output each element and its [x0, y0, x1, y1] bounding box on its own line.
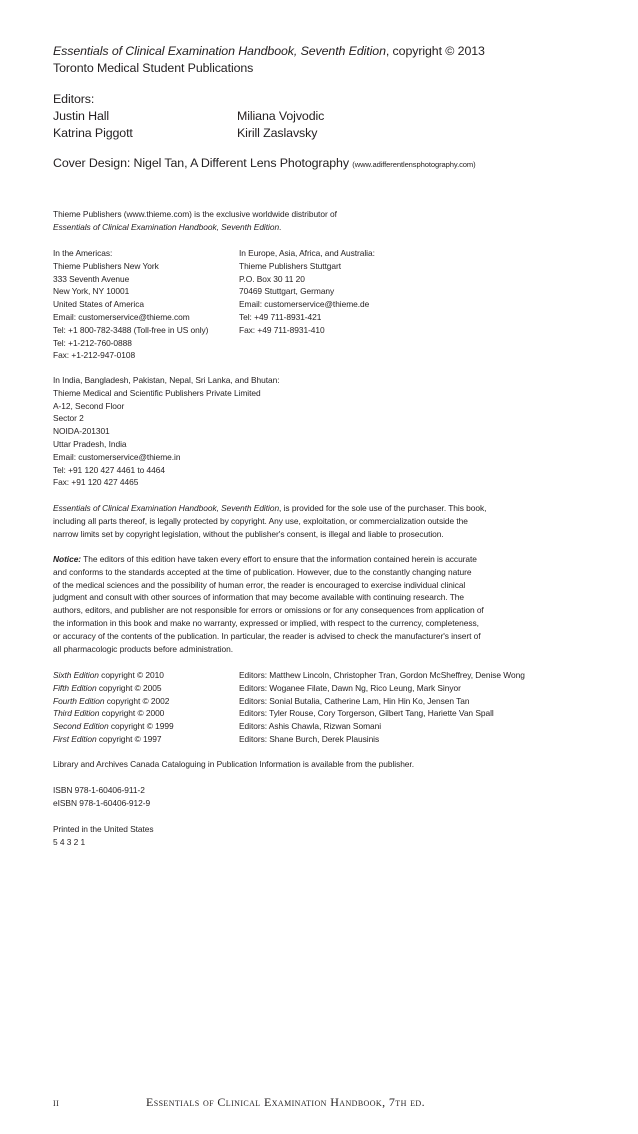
- address-line: Fax: +91 120 427 4465: [53, 477, 139, 488]
- address-line: Uttar Pradesh, India: [53, 438, 127, 449]
- printed-in: Printed in the United States: [53, 824, 154, 834]
- notice-text: The editors of this edition have taken every effort to ensure that the information contained herein is accurate: [81, 554, 477, 564]
- edition-editors: Editors: Tyler Rouse, Cory Torgerson, Gilbert Tang, Hariette Van Spall: [239, 708, 494, 719]
- edition-year: copyright © 2000: [99, 708, 165, 719]
- edition-copyright: [53, 707, 174, 720]
- edition-year: copyright © 2002: [104, 695, 170, 706]
- address-line: P.O. Box 30 11 20: [239, 273, 305, 284]
- distributor-block: [53, 208, 337, 234]
- edition-editors: Editors: Sonial Butalia, Catherine Lam, Hin Hin Ko, Jensen Tan: [239, 695, 470, 706]
- title-block: [53, 43, 485, 77]
- distributor-line: Thieme Publishers (www.thieme.com) is the exclusive worldwide distributor of: [53, 209, 337, 219]
- edition-name: First Edition: [53, 733, 97, 744]
- edition-name: Sixth Edition: [53, 670, 99, 680]
- edition-name: Fourth Edition: [53, 695, 105, 706]
- editor-name: Miliana Vojvodic: [237, 109, 325, 123]
- address-line: Email: customerservice@thieme.com: [53, 311, 190, 322]
- notice-label: Notice:: [53, 554, 82, 564]
- title-line: [53, 43, 485, 60]
- address-line: 70469 Stuttgart, Germany: [239, 286, 335, 297]
- editors-heading: Editors:: [53, 92, 95, 106]
- distributor-period: .: [279, 221, 282, 232]
- edition-name: Third Edition: [53, 708, 100, 719]
- address-line: Tel: +49 711-8931-421: [239, 311, 322, 322]
- address-europe: [239, 247, 375, 337]
- address-line: Tel: +1-212-760-0888: [53, 337, 132, 348]
- cataloguing-note: Library and Archives Canada Cataloguing in Publication Information is available from the publisher.: [53, 759, 414, 769]
- notice-line: authors, editors, and publisher are not responsible for errors or omissions or for any consequences from application of: [53, 605, 484, 616]
- notice-line: or accuracy of the contents of the publication. In particular, the reader is advised to check the manufacturer's insert of: [53, 630, 481, 641]
- editor-name: Kirill Zaslavsky: [237, 126, 318, 140]
- editors-right: [237, 108, 324, 142]
- notice-line: judgment and consult with other sources of information that may become available with continuing research. The: [53, 592, 464, 603]
- copyright-text: , copyright © 2013: [385, 44, 485, 58]
- address-line: Tel: +1 800-782-3488 (Toll-free in US only): [53, 324, 209, 335]
- edition-copyright: [53, 682, 174, 695]
- running-title: Essentials of Clinical Examination Handbook, 7th ed.: [146, 1095, 426, 1109]
- distributor-line: [53, 221, 337, 234]
- edition-list: [53, 669, 174, 746]
- address-line: Email: customerservice@thieme.de: [239, 299, 370, 310]
- edition-year: copyright © 1999: [108, 721, 174, 732]
- address-line: A-12, Second Floor: [53, 400, 125, 411]
- address-line: Fax: +1-212-947-0108: [53, 350, 136, 361]
- address-line: United States of America: [53, 299, 144, 310]
- address-line: 333 Seventh Avenue: [53, 273, 130, 284]
- address-line: Sector 2: [53, 413, 84, 424]
- address-line: Email: customerservice@thieme.in: [53, 451, 181, 462]
- address-line: Thieme Publishers Stuttgart: [239, 260, 341, 271]
- print-run: 5 4 3 2 1: [53, 836, 86, 847]
- editor-name: Katrina Piggott: [53, 126, 133, 140]
- notice-line: and conforms to the standards accepted at the time of publication. However, due to the constantly changing nature: [53, 566, 472, 577]
- cover-design: [53, 155, 476, 173]
- eisbn: eISBN 978-1-60406-912-9: [53, 797, 151, 808]
- address-americas: [53, 247, 208, 362]
- legal-paragraph: [53, 502, 486, 540]
- address-line: In India, Bangladesh, Pakistan, Nepal, Sri Lanka, and Bhutan:: [53, 375, 280, 385]
- edition-year: copyright © 2010: [98, 670, 164, 680]
- edition-editors: Editors: Ashis Chawla, Rizwan Somani: [239, 721, 382, 732]
- edition-copyright: [53, 695, 174, 708]
- edition-year: copyright © 2005: [96, 682, 162, 693]
- isbn-block: [53, 784, 150, 810]
- address-line: New York, NY 10001: [53, 286, 130, 297]
- legal-line: narrow limits set by copyright legislation, without the publisher's consent, is illegal and liable to prosecution.: [53, 528, 444, 539]
- notice-line: [53, 553, 484, 566]
- legal-text: , is provided for the sole use of the purchaser. This book,: [279, 503, 487, 513]
- edition-copyright: [53, 669, 174, 682]
- edition-copyright: [53, 733, 174, 746]
- distributor-title: Essentials of Clinical Examination Handbook, Seventh Edition: [53, 221, 280, 232]
- notice-line: all pharmacologic products before administration.: [53, 643, 234, 654]
- notice-paragraph: [53, 553, 484, 655]
- address-line: In Europe, Asia, Africa, and Australia:: [239, 248, 375, 258]
- edition-copyright: [53, 720, 174, 733]
- address-line: Thieme Publishers New York: [53, 260, 159, 271]
- printed-block: [53, 823, 154, 849]
- address-line: In the Americas:: [53, 248, 113, 258]
- page-number: ii: [53, 1095, 60, 1109]
- legal-title: Essentials of Clinical Examination Handbook, Seventh Edition: [53, 503, 280, 513]
- legal-line: [53, 502, 486, 515]
- notice-line: of the medical sciences and the possibility of human error, the reader is encouraged to exercise individual clinical: [53, 579, 466, 590]
- editors-left: [53, 108, 133, 142]
- address-line: Fax: +49 711-8931-410: [239, 324, 325, 335]
- book-title: Essentials of Clinical Examination Handbook, Seventh Edition: [53, 44, 386, 58]
- editor-name: Justin Hall: [53, 109, 110, 123]
- address-line: NOIDA-201301: [53, 426, 110, 437]
- edition-editors: Editors: Woganee Filate, Dawn Ng, Rico Leung, Mark Sinyor: [239, 682, 461, 693]
- notice-line: the information in this book and make no warranty, expressed or implied, with respect to the currency, completeness,: [53, 617, 479, 628]
- address-india: [53, 374, 280, 489]
- cover-design-label: Cover Design: Nigel Tan, A Different Lens Photography: [53, 156, 349, 170]
- edition-editors: Editors: Matthew Lincoln, Christopher Tran, Gordon McSheffrey, Denise Wong: [239, 670, 525, 680]
- isbn: ISBN 978-1-60406-911-2: [53, 785, 145, 795]
- address-line: Thieme Medical and Scientific Publishers Private Limited: [53, 387, 261, 398]
- cover-design-url: (www.adifferentlensphotography.com): [352, 160, 476, 169]
- edition-editors: Editors: Shane Burch, Derek Plausinis: [239, 733, 380, 744]
- legal-line: including all parts thereof, is legally protected by copyright. Any use, exploitation, or commercialization outside the: [53, 515, 468, 526]
- edition-name: Fifth Edition: [53, 682, 97, 693]
- publisher: Toronto Medical Student Publications: [53, 61, 254, 75]
- edition-year: copyright © 1997: [96, 733, 162, 744]
- edition-editors-list: [239, 669, 525, 746]
- address-line: Tel: +91 120 427 4461 to 4464: [53, 464, 165, 475]
- edition-name: Second Edition: [53, 721, 109, 732]
